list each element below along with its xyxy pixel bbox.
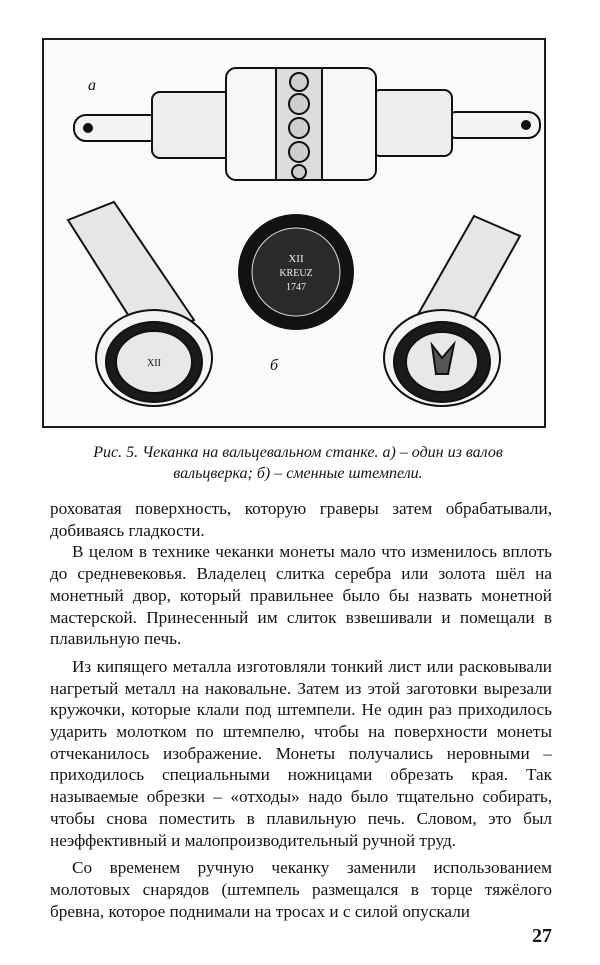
figure-label-b: б bbox=[270, 357, 279, 374]
left-die-stamp bbox=[68, 202, 212, 406]
paragraph: Со временем ручную чеканку заменили использованием молотовых снарядов (штемпель размещался в торце тяжёлого бревна, которое поднимали на тросах и с силой опускали bbox=[50, 858, 552, 921]
paragraph: роховатая поверхность, которую граверы затем обрабатывали, добиваясь гладкости. bbox=[50, 499, 552, 540]
body-text bbox=[50, 498, 552, 922]
figure-caption bbox=[48, 442, 548, 484]
rolling-mill-drawing bbox=[44, 40, 548, 430]
coin-unit: KREUZ bbox=[279, 268, 313, 279]
figure-illustration bbox=[42, 38, 546, 428]
right-die-stamp bbox=[384, 216, 520, 406]
coin-year: 1747 bbox=[286, 282, 306, 293]
caption-line-2: вальцверка; б) – сменные штемпели. bbox=[173, 465, 423, 482]
svg-text:XII: XII bbox=[147, 358, 161, 369]
figure-label-a: а bbox=[88, 77, 96, 94]
caption-line-1: Рис. 5. Чеканка на вальцевальном станке. а) – один из валов bbox=[93, 444, 503, 461]
paragraph: В целом в технике чеканки монеты мало что изменилось вплоть до средневековья. Владелец слитка серебра или золота шёл на монетный двор, который правильнее было бы назвать монетной мастерской. Принесенный им слиток взвешивали и помещали в плавильную печь. bbox=[50, 542, 552, 649]
page-number: 27 bbox=[532, 925, 552, 947]
coin-denomination: XII bbox=[288, 253, 304, 265]
roller-assembly bbox=[74, 68, 540, 180]
coin bbox=[238, 214, 354, 330]
paragraph: Из кипящего металла изготовляли тонкий лист или расковывали нагретый металл на наковальне. Затем из этой заготовки вырезали кружочки, которые клали под штемпели. Не один раз приходилось ударить молотком по штемпелю, чтобы на поверхности монеты отчеканилось изображение. Монеты получались неровными – приходилось специальными ножницами обрезать края. Так называемые обрезки – «отходы» надо было тщательно собирать, чтобы снова поместить в плавильную печь. Словом, это был неэффективный и малопроизводительный ручной труд. bbox=[50, 656, 552, 850]
